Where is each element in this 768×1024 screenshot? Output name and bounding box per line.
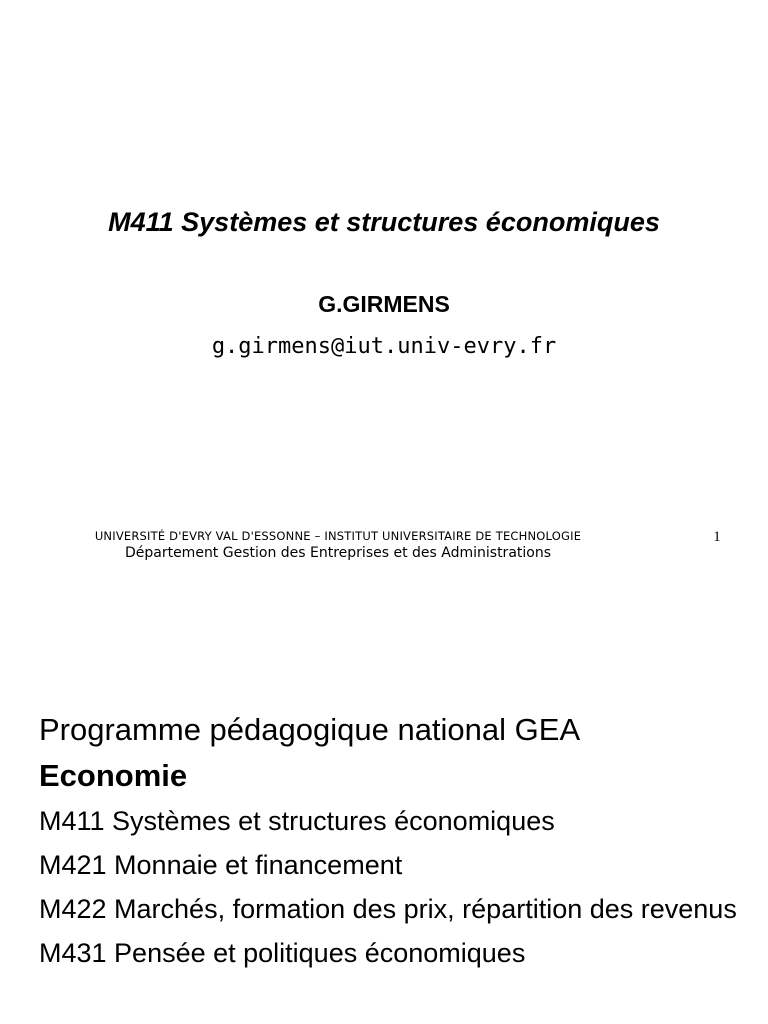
program-heading: Programme pédagogique national GEA (39, 712, 581, 747)
course-item: M411 Systèmes et structures économiques (39, 806, 555, 836)
course-item: M421 Monnaie et financement (39, 850, 403, 880)
slide-title: M411 Systèmes et structures économiques (108, 207, 660, 237)
footer-institution: UNIVERSITÉ D'EVRY VAL D'ESSONNE – INSTITUT UNIVERSITAIRE DE TECHNOLOGIE (94, 529, 582, 543)
course-item: M431 Pensée et politiques économiques (39, 938, 526, 968)
course-list (39, 804, 739, 980)
footer-department: Département Gestion des Entreprises et des Administrations (124, 545, 552, 561)
program-slide (0, 680, 768, 1024)
author-email: g.girmens@iut.univ-evry.fr (211, 334, 557, 359)
page-number: 1 (713, 529, 721, 545)
author-name: G.GIRMENS (318, 291, 450, 317)
course-item: M422 Marchés, formation des prix, répartition des revenus (39, 894, 737, 924)
section-title: Economie (39, 758, 188, 793)
